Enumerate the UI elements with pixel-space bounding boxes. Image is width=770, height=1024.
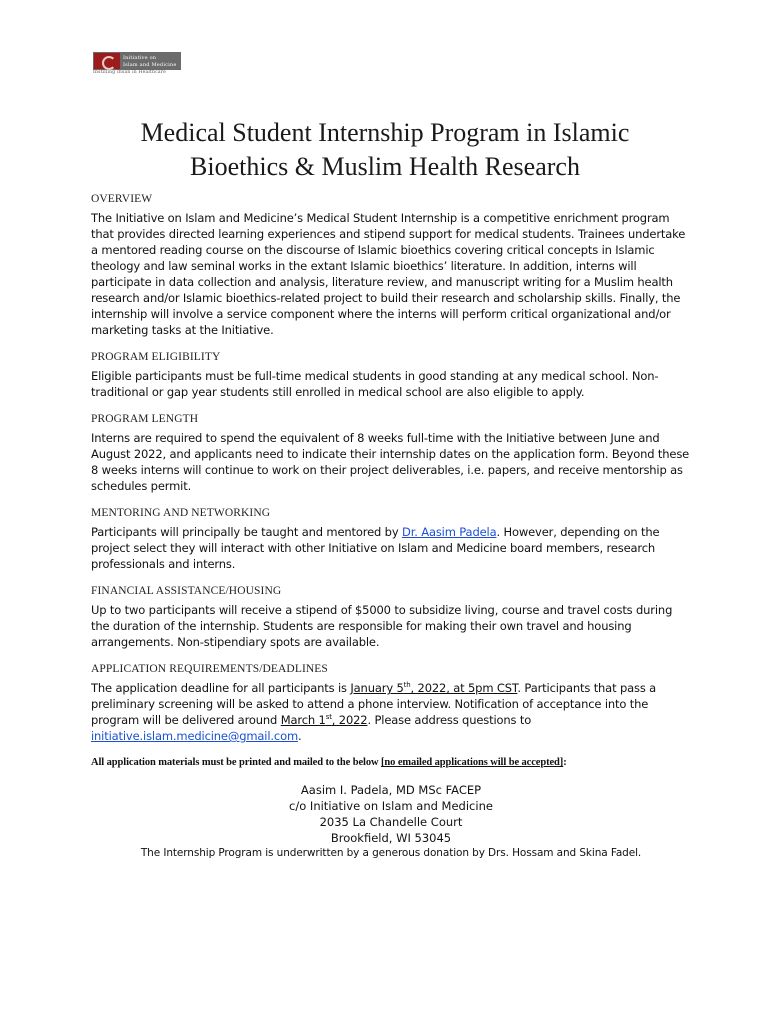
financial-text: Up to two participants will receive a stipend of $5000 to subsidize living, course and travel costs during the duration of the internship. Students are responsible for making their own travel and housing arrangements. Non-stipendiary spots are available. [91,603,673,649]
mentor-link[interactable]: Dr. Aasim Padela [401,525,497,539]
overview-heading: OVERVIEW [91,193,153,205]
notification-date-a: March 1 [280,713,326,727]
page-title [60,116,710,184]
notification-date-b: , 2022 [331,713,368,727]
notification-date-sup: st [325,713,332,722]
address-line-2: c/o Initiative on Islam and Medicine [289,799,493,813]
mentoring-heading: MENTORING AND NETWORKING [91,507,271,519]
overview-text: The Initiative on Islam and Medicine’s Medical Student Internship is a competitive enrichment program that provides directed learning experiences and stipend support for medical students. Trainees undertake a mentored reading course on the discourse of Islamic bioethics covering critical concepts in Islamic theology and law seminal works in the extant Islamic bioethics’ literature. In addition, interns will participate in data collection and analysis, literature review, and manuscript writing for a Muslim health research and/or Islamic bioethics-related project to build their research and scholarship skills. Finally, the internship will involve a service component where the interns will perform critical organizational and/or marketing tasks at the Initiative. [91,211,686,337]
application-text [91,680,691,744]
length-heading: PROGRAM LENGTH [91,413,199,425]
mailing-notice-emphasis: [no emailed applications will be accepted] [381,757,564,768]
sponsor-footer: The Internship Program is underwritten by a generous donation by Drs. Hossam and Skina Fadel. [140,847,642,859]
mailing-address [91,782,691,846]
application-text-4: . [298,729,302,743]
logo-line-2: Islam and Medicine [123,62,177,68]
eligibility-heading: PROGRAM ELIGIBILITY [91,351,221,363]
deadline-date-sup: th [403,681,411,690]
financial-heading: FINANCIAL ASSISTANCE/HOUSING [91,585,282,597]
organization-logo [93,52,185,76]
application-heading: APPLICATION REQUIREMENTS/DEADLINES [91,663,328,675]
notification-date [281,713,368,727]
length-text: Interns are required to spend the equivalent of 8 weeks full-time with the Initiative between June and August 2022, and applicants need to indicate their internship dates on the application form. Beyond these 8 weeks interns will continue to work on their project deliverables, i.e. papers, and receive mentorship as schedules permit. [91,431,690,493]
logo-line-1: Initiative on [123,55,157,61]
deadline-date-b: , 2022, at 5pm CST [410,681,518,695]
application-text-2: . Participants that pass a preliminary screening will be asked to attend a phone interview. Notification of acceptance into the program will be delivered around [91,681,657,727]
mailing-notice-end: : [563,757,567,768]
contact-email-link[interactable]: initiative.islam.medicine@gmail.com [91,729,299,743]
application-text-3: . Please address questions to [367,713,532,727]
document-body [91,193,691,860]
address-line-3: 2035 La Chandelle Court [319,815,463,829]
crescent-logo-icon [94,53,120,69]
deadline-date-a: January 5 [350,681,404,695]
eligibility-text: Eligible participants must be full-time medical students in good standing at any medical school. Non-traditional or gap year students still enrolled in medical school are also eligible to apply. [91,369,659,399]
mentoring-text [91,524,691,572]
mentoring-text-start: Participants will principally be taught and mentored by [91,525,402,539]
title-line-2: Bioethics & Muslim Health Research [190,152,580,181]
mailing-notice [91,757,691,768]
address-line-1: Aasim I. Padela, MD MSc FACEP [300,783,482,797]
logo-banner [93,52,181,70]
title-line-1: Medical Student Internship Program in Islamic [140,118,630,147]
application-text-1: The application deadline for all participants is [91,681,351,695]
deadline-date [350,681,517,695]
mailing-notice-text: All application materials must be printed and mailed to the below [91,757,382,768]
mentoring-text-end: . However, depending on the project select they will interact with other Initiative on Islam and Medicine board members, research professionals and interns. [91,525,660,571]
logo-tagline: Instilling Ihsan in Healthcare [93,70,166,75]
address-line-4: Brookfield, WI 53045 [330,831,452,845]
